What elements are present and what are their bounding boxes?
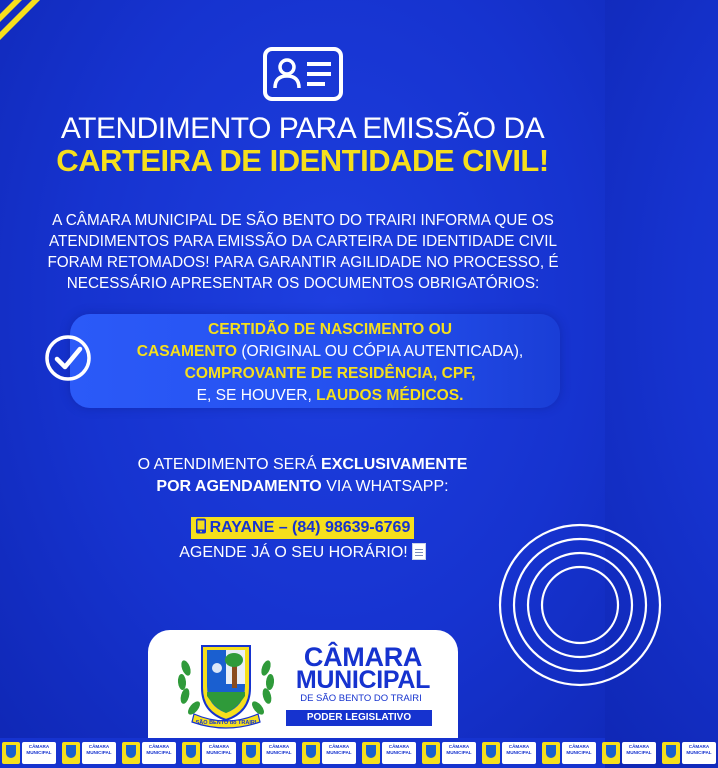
logo-poder-legislativo: PODER LEGISLATIVO <box>286 710 432 726</box>
mini-logo-card <box>322 742 356 764</box>
mini-crest-icon <box>662 742 680 764</box>
mini-logo-line: CÂMARA <box>328 744 350 749</box>
footer-strip-tile <box>0 740 58 766</box>
crest-ribbon-text: SÃO BENTO do TRAIRI <box>195 720 257 726</box>
schedule-exclusivamente: EXCLUSIVAMENTE <box>321 456 468 473</box>
mini-logo-line: CÂMARA <box>448 744 470 749</box>
intro-line: FORAM RETOMADOS! PARA GARANTIR AGILIDADE NO PROCESSO, É <box>47 254 559 271</box>
mini-crest-icon <box>122 742 140 764</box>
schedule-whatsapp: VIA WHATSAPP: <box>321 478 449 495</box>
corner-stripes-decoration <box>0 0 70 70</box>
doc-line-comprovante <box>96 363 564 385</box>
mini-logo-line: MUNICIPAL <box>626 749 652 755</box>
mini-crest-icon <box>62 742 80 764</box>
schedule-line-1 <box>0 454 605 476</box>
mini-logo-line: CÂMARA <box>88 744 110 749</box>
mini-logo-line: CÂMARA <box>28 744 50 749</box>
mini-logo-card <box>502 742 536 764</box>
mini-crest-icon <box>602 742 620 764</box>
original-text: (ORIGINAL OU CÓPIA AUTENTICADA), <box>237 343 524 360</box>
doc-line-casamento <box>96 341 564 363</box>
mini-logo-line: MUNICIPAL <box>506 749 532 755</box>
doc-line-laudos <box>96 385 564 407</box>
heading-line-1: ATENDIMENTO PARA EMISSÃO DA <box>60 112 545 145</box>
mini-logo-line: CÂMARA <box>208 744 230 749</box>
intro-line: ATENDIMENTOS PARA EMISSÃO DA CARTEIRA DE IDENTIDADE CIVIL <box>48 233 558 250</box>
mini-logo-line: CÂMARA <box>148 744 170 749</box>
crest-icon <box>172 638 280 730</box>
footer-strip-tile <box>180 740 238 766</box>
schedule-line-2 <box>0 476 605 498</box>
id-card-icon <box>262 46 344 102</box>
laudos-text: LAUDOS MÉDICOS. <box>316 387 464 404</box>
schedule-prefix: O ATENDIMENTO SERÁ <box>137 456 322 473</box>
mini-logo-line: MUNICIPAL <box>566 749 592 755</box>
mini-logo-card <box>382 742 416 764</box>
mini-logo-line: CÂMARA <box>388 744 410 749</box>
mini-logo-line: MUNICIPAL <box>686 749 712 755</box>
mini-logo-line: CÂMARA <box>628 744 650 749</box>
document-icon <box>412 543 426 560</box>
footer-strip-tile <box>60 740 118 766</box>
mini-logo-line: CÂMARA <box>688 744 710 749</box>
mini-logo-line: MUNICIPAL <box>206 749 232 755</box>
mini-logo-line: MUNICIPAL <box>446 749 472 755</box>
heading-line-2: CARTEIRA DE IDENTIDADE CIVIL! <box>56 143 549 178</box>
mini-crest-icon <box>362 742 380 764</box>
mini-crest-icon <box>482 742 500 764</box>
mini-logo-card <box>262 742 296 764</box>
mini-logo-card <box>562 742 596 764</box>
footer-strip-tile <box>360 740 418 766</box>
schedule-info <box>0 454 605 498</box>
comprovante-text: COMPROVANTE DE RESIDÊNCIA, CPF, <box>184 365 476 382</box>
mini-crest-icon <box>302 742 320 764</box>
mini-logo-line: CÂMARA <box>568 744 590 749</box>
intro-line: A CÂMARA MUNICIPAL DE SÃO BENTO DO TRAIRI INFORMA QUE OS <box>52 212 554 229</box>
doc-line-certidao <box>96 319 564 341</box>
call-to-action <box>0 542 605 564</box>
footer-strip-tile <box>660 740 718 766</box>
footer-strip-tile <box>480 740 538 766</box>
mini-logo-card <box>142 742 176 764</box>
se-houver-text: E, SE HOUVER, <box>196 387 317 404</box>
footer-strip-tile <box>300 740 358 766</box>
schedule-agendamento: POR AGENDAMENTO <box>156 478 322 495</box>
footer-strip-tile <box>600 740 658 766</box>
cta-text: AGENDE JÁ O SEU HORÁRIO! <box>179 544 408 561</box>
mini-crest-icon <box>542 742 560 764</box>
mini-logo-line: CÂMARA <box>508 744 530 749</box>
footer-strip-tile <box>240 740 298 766</box>
mini-crest-icon <box>422 742 440 764</box>
mini-logo-line: MUNICIPAL <box>26 749 52 755</box>
phone-icon <box>195 517 207 539</box>
footer-strip-tile <box>540 740 598 766</box>
mini-logo-line: MUNICIPAL <box>326 749 352 755</box>
mini-crest-icon <box>2 742 20 764</box>
mini-logo-line: MUNICIPAL <box>86 749 112 755</box>
mini-logo-line: CÂMARA <box>268 744 290 749</box>
whatsapp-contact[interactable] <box>191 517 415 539</box>
mini-crest-icon <box>182 742 200 764</box>
certidao-text: CERTIDÃO DE NASCIMENTO OU <box>207 321 453 338</box>
mini-logo-line: MUNICIPAL <box>146 749 172 755</box>
intro-line: NECESSÁRIO APRESENTAR OS DOCUMENTOS OBRIGATÓRIOS: <box>66 275 540 292</box>
required-documents-list <box>96 319 564 407</box>
mini-logo-card <box>22 742 56 764</box>
mini-logo-card <box>622 742 656 764</box>
mini-logo-card <box>682 742 716 764</box>
mini-logo-card <box>442 742 476 764</box>
intro-paragraph <box>18 210 588 294</box>
footer-strip-tile <box>420 740 478 766</box>
mini-logo-line: MUNICIPAL <box>266 749 292 755</box>
mini-crest-icon <box>242 742 260 764</box>
logo-municipal: MUNICIPAL <box>295 666 431 694</box>
casamento-text: CASAMENTO <box>136 343 237 360</box>
logo-camara: CÂMARA <box>303 642 423 672</box>
footer-logo-strip <box>0 738 712 768</box>
contact-line <box>0 517 605 539</box>
mini-logo-card <box>202 742 236 764</box>
mini-logo-line: MUNICIPAL <box>386 749 412 755</box>
contact-label: RAYANE – (84) 98639-6769 <box>209 519 411 536</box>
checkmark-circle-icon <box>44 334 92 382</box>
footer-strip-tile <box>120 740 178 766</box>
mini-logo-card <box>82 742 116 764</box>
logo-municipio: DE SÃO BENTO DO TRAIRI <box>300 693 422 704</box>
